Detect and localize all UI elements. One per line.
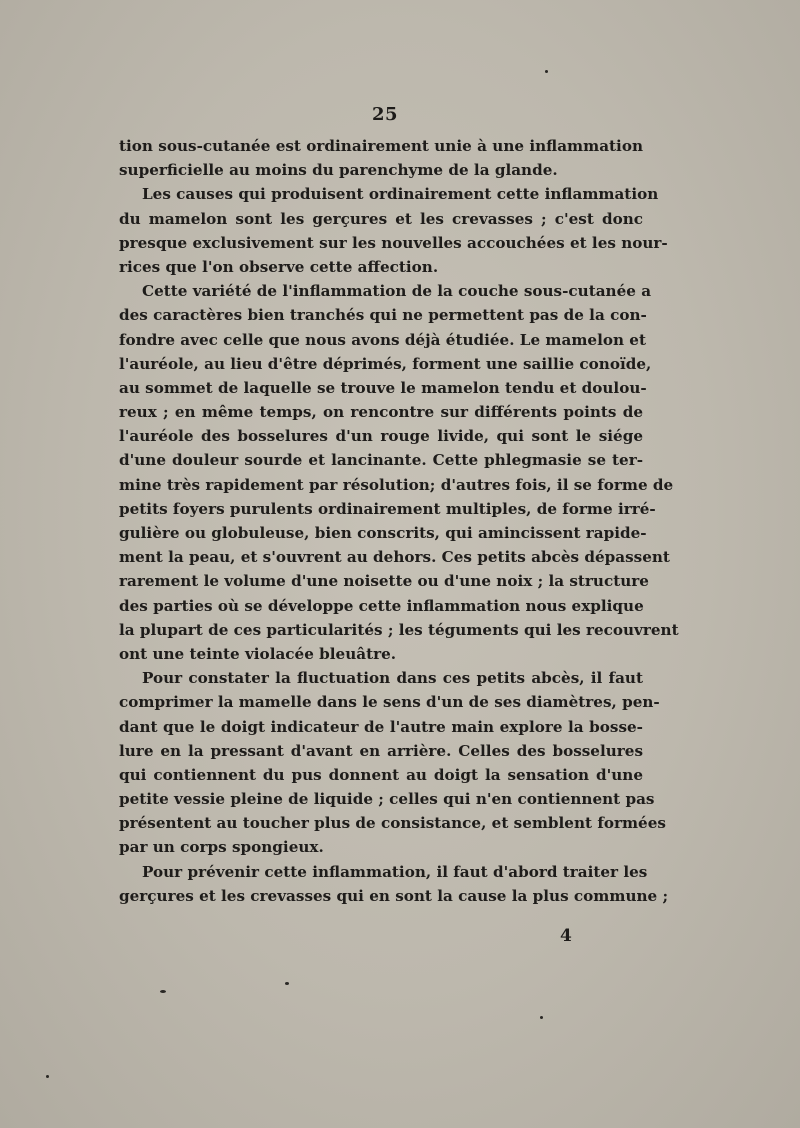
- text-line: superficielle au moins du parenchyme de la glande.: [119, 161, 558, 180]
- text-line: rices que l'on observe cette affection.: [119, 257, 439, 276]
- text-line: l'auréole des bosselures d'un rouge livide, qui sont le siége: [119, 427, 643, 446]
- text-line: mine très rapidement par résolution; d'autres fois, il se forme de: [119, 475, 674, 494]
- text-line: la plupart de ces particularités ; les téguments qui les recouvrent: [119, 620, 679, 639]
- body-text: [119, 134, 679, 908]
- text-line: petits foyers purulents ordinairement multiples, de forme irré-: [119, 499, 656, 518]
- text-line: fondre avec celle que nous avons déjà étudiée. Le mamelon et: [119, 330, 646, 349]
- text-line: gerçures et les crevasses qui en sont la cause la plus commune ;: [119, 886, 669, 905]
- text-line: reux ; en même temps, on rencontre sur différents points de: [119, 403, 643, 422]
- text-line: qui contiennent du pus donnent au doigt la sensation d'une: [119, 765, 643, 784]
- paper-speck: [160, 990, 166, 993]
- text-line: l'auréole, au lieu d'être déprimés, forment une saillie conoïde,: [119, 354, 652, 373]
- paper-speck: [285, 982, 289, 985]
- signature-mark: 4: [560, 926, 572, 946]
- text-line: par un corps spongieux.: [119, 838, 324, 857]
- text-line: Pour prévenir cette inflammation, il faut d'abord traiter les: [142, 862, 648, 881]
- paper-speck: [540, 1016, 543, 1019]
- text-line: lure en la pressant d'avant en arrière. Celles des bosselures: [119, 741, 643, 760]
- text-line: présentent au toucher plus de consistance, et semblent formées: [119, 814, 666, 833]
- text-line: gulière ou globuleuse, bien conscrits, qui amincissent rapide-: [119, 524, 647, 542]
- page-number: 25: [371, 104, 399, 125]
- text-line: Cette variété de l'inflammation de la couche sous-cutanée a: [142, 282, 652, 301]
- text-line: d'une douleur sourde et lancinante. Cette phlegmasie se ter-: [119, 451, 643, 470]
- text-line: comprimer la mamelle dans le sens d'un de ses diamètres, pen-: [119, 693, 660, 712]
- text-line: Pour constater la fluctuation dans ces petits abcès, il faut: [142, 669, 643, 688]
- paper-speck: [46, 1075, 49, 1078]
- text-line: des parties où se développe cette inflammation nous explique: [119, 596, 644, 615]
- text-line: rarement le volume d'une noisette ou d'une noix ; la structure: [119, 572, 649, 591]
- text-line: petite vessie pleine de liquide ; celles qui n'en contiennent pas: [119, 790, 655, 809]
- text-line: presque exclusivement sur les nouvelles accouchées et les nour-: [119, 233, 668, 252]
- text-line: Les causes qui produisent ordinairement cette inflammation: [142, 185, 659, 204]
- text-line: ment la peau, et s'ouvrent au dehors. Ces petits abcès dépassent: [119, 548, 670, 567]
- paper-speck: [545, 70, 548, 73]
- text-line: tion sous-cutanée est ordinairement unie à une inflammation: [119, 137, 643, 155]
- text-line: du mamelon sont les gerçures et les crevasses ; c'est donc: [119, 209, 643, 228]
- text-line: des caractères bien tranchés qui ne permettent pas de la con-: [119, 306, 647, 325]
- text-line: au sommet de laquelle se trouve le mamelon tendu et doulou-: [119, 378, 647, 397]
- text-line: dant que le doigt indicateur de l'autre main explore la bosse-: [119, 717, 643, 736]
- text-line: ont une teinte violacée bleuâtre.: [119, 644, 397, 663]
